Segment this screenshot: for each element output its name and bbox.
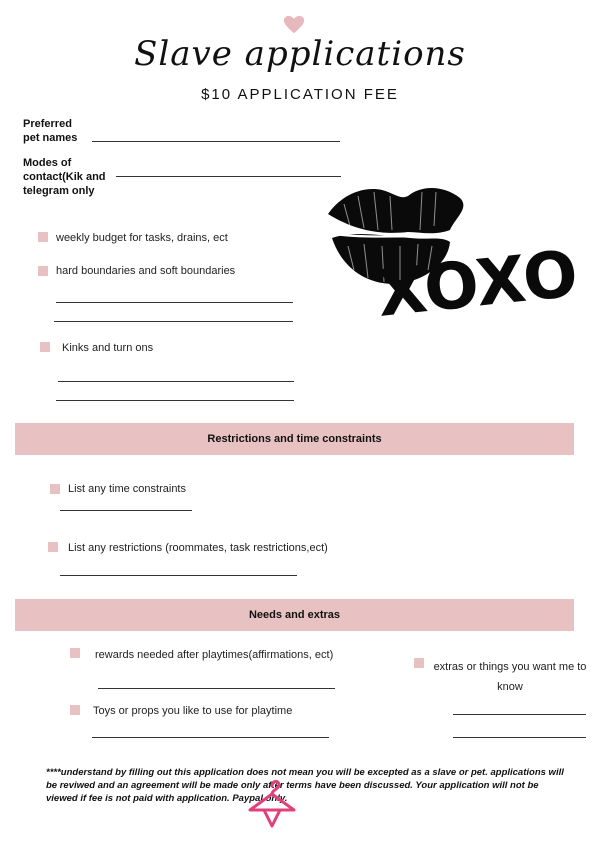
extras-item: extras or things you want me to know [433, 661, 587, 693]
toys-item: Toys or props you like to use for playtime [93, 705, 293, 717]
kinks-item: Kinks and turn ons [62, 342, 154, 354]
page-title: Slave applications [134, 34, 466, 74]
application-fee: $10 APPLICATION FEE [201, 86, 399, 103]
disclaimer-note: ****understand by filling out this application does not mean you will be excepted as a slave or pet. applications will be reviwed and an agreement will be made only after terms have been discussed. Your application will not be viewed if fee is not paid with application. Paypal only. [46, 767, 564, 804]
checkbox-square [70, 648, 80, 658]
boundaries-line-1[interactable] [56, 302, 293, 303]
kinks-line-2[interactable] [56, 400, 294, 401]
needs-heading: Needs and extras [248, 609, 341, 621]
checkbox-square [70, 705, 80, 715]
checkbox-square [414, 658, 424, 668]
checkbox-square [48, 542, 58, 552]
toys-line[interactable] [92, 737, 329, 738]
restrictions-item: List any restrictions (roommates, task restrictions,ect) [68, 542, 328, 554]
checkbox-square [50, 484, 60, 494]
pet-names-line[interactable] [92, 141, 340, 142]
boundaries-line-2[interactable] [54, 321, 293, 322]
restrictions-heading: Restrictions and time constraints [207, 433, 382, 445]
time-constraints-line[interactable] [60, 510, 192, 511]
heart-icon [283, 14, 305, 36]
checkbox-square [38, 266, 48, 276]
contact-line[interactable] [116, 176, 341, 177]
budget-item: weekly budget for tasks, drains, ect [56, 232, 228, 244]
checkbox-square [40, 342, 50, 352]
checkbox-square [38, 232, 48, 242]
extras-line-2[interactable] [453, 737, 586, 738]
kinks-line-1[interactable] [58, 381, 294, 382]
boundaries-item: hard boundaries and soft boundaries [56, 265, 236, 277]
extras-line-1[interactable] [453, 714, 586, 715]
restrictions-band [15, 423, 574, 455]
time-constraints-item: List any time constraints [68, 483, 186, 495]
xoxo-text: XOXO [373, 237, 582, 332]
contact-label: Modes of contact(Kik and telegram only [23, 157, 106, 197]
rewards-line[interactable] [98, 688, 335, 689]
restrictions-line[interactable] [60, 575, 297, 576]
rewards-item: rewards needed after playtimes(affirmations, ect) [95, 649, 334, 661]
hanger-icon [246, 776, 298, 830]
lips-kiss-icon [324, 180, 582, 350]
pet-names-label: Preferred pet names [23, 118, 78, 144]
needs-band [15, 599, 574, 631]
